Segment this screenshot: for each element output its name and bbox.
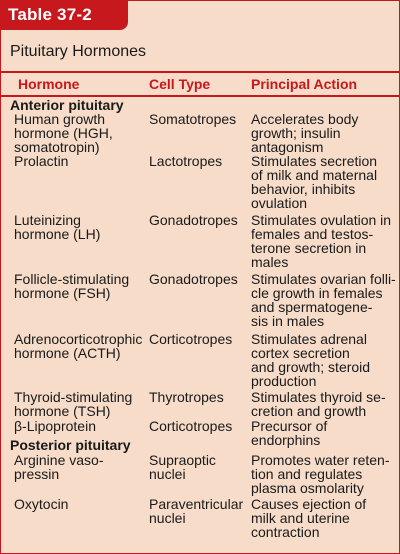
row-3-action: Stimulates ovarian folli- cle growth in females and spermatogene- sis in males xyxy=(251,271,396,329)
column-header-action: Principal Action xyxy=(251,76,358,92)
row-5-cell-type: Thyrotropes xyxy=(149,389,224,405)
column-header-cell-type: Cell Type xyxy=(149,76,211,92)
row-6-hormone: β-Lipoprotein xyxy=(14,418,96,434)
row-7-cell-type: Supraoptic nuclei xyxy=(149,452,216,482)
row-0-action: Accelerates body growth; insulin antagonism xyxy=(251,111,359,155)
row-8-action: Causes ejection of milk and uterine contraction xyxy=(251,496,367,540)
column-header-hormone: Hormone xyxy=(18,76,80,92)
section-posterior-pituitary: Posterior pituitary xyxy=(10,437,131,453)
row-1-hormone: Prolactin xyxy=(14,153,69,169)
header-rule-top xyxy=(0,71,400,73)
row-4-hormone: Adrenocorticotrophic hormone (ACTH) xyxy=(14,331,143,361)
row-0-cell-type: Somatotropes xyxy=(149,111,237,127)
section-anterior-pituitary: Anterior pituitary xyxy=(10,97,124,113)
row-6-action: Precursor of endorphins xyxy=(251,418,328,448)
table-title: Pituitary Hormones xyxy=(10,43,147,60)
row-3-hormone: Follicle-stimulating hormone (FSH) xyxy=(14,271,130,301)
row-5-hormone: Thyroid-stimulating hormone (TSH) xyxy=(14,389,133,419)
row-8-hormone: Oxytocin xyxy=(14,496,69,512)
row-6-cell-type: Corticotropes xyxy=(149,418,233,434)
row-0-hormone: Human growth hormone (HGH, somatotropin) xyxy=(14,111,113,155)
row-2-hormone: Luteinizing hormone (LH) xyxy=(14,212,101,242)
row-2-action: Stimulates ovulation in females and testos- terone secretion in males xyxy=(251,212,392,270)
row-2-cell-type: Gonadotropes xyxy=(149,212,238,228)
table-label-tab xyxy=(0,0,128,30)
row-1-cell-type: Lactotropes xyxy=(149,153,223,169)
row-5-action: Stimulates thyroid se- cretion and growth xyxy=(251,389,386,419)
row-7-action: Promotes water reten- tion and regulates plasma osmolarity xyxy=(251,452,390,496)
row-7-hormone: Arginine vaso- pressin xyxy=(14,452,104,482)
row-3-cell-type: Gonadotropes xyxy=(149,271,238,287)
row-4-cell-type: Corticotropes xyxy=(149,331,233,347)
row-8-cell-type: Paraventricular nuclei xyxy=(149,496,244,526)
table-label: Table 37-2 xyxy=(8,5,92,24)
row-4-action: Stimulates adrenal cortex secretion and growth; steroid production xyxy=(251,331,371,389)
row-1-action: Stimulates secretion of milk and maternal behavior, inhibits ovulation xyxy=(251,153,378,211)
